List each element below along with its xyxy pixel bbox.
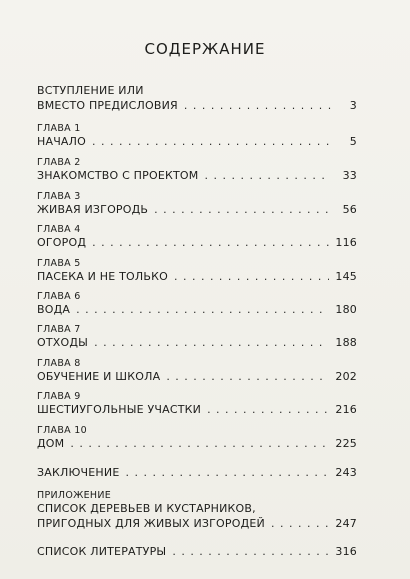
- dot-leader: [271, 516, 329, 532]
- entry-title: СПИСОК ЛИТЕРАТУРЫ: [37, 545, 167, 558]
- toc-entry: [37, 224, 357, 251]
- dot-leader: [166, 369, 329, 385]
- dot-leader: [172, 544, 329, 560]
- toc-entry: [37, 465, 357, 481]
- entry-title: ПРИГОДНЫХ ДЛЯ ЖИВЫХ ИЗГОРОДЕЙ: [37, 517, 265, 530]
- toc-entry: [37, 83, 357, 114]
- page-title: СОДЕРЖАНИЕ: [144, 40, 266, 58]
- chapter-label: ГЛАВА 10: [37, 425, 87, 436]
- toc-entry: [37, 425, 357, 452]
- dot-leader: [207, 402, 329, 418]
- page-number: 225: [335, 437, 357, 450]
- entry-title: ЗАКЛЮЧЕНИЕ: [37, 466, 120, 479]
- dot-leader: [204, 168, 331, 184]
- toc-entry: [37, 191, 357, 218]
- toc-entry: [37, 324, 357, 351]
- toc-entry: [37, 391, 357, 418]
- page-number: 3: [349, 99, 357, 112]
- page-number: 243: [335, 466, 357, 479]
- entry-line: [37, 544, 357, 560]
- dot-leader: [125, 465, 329, 481]
- dot-leader: [92, 134, 331, 150]
- entry-title: ДОМ: [37, 437, 65, 450]
- entry-title-line: СПИСОК ДЕРЕВЬЕВ И КУСТАРНИКОВ,: [37, 502, 256, 515]
- chapter-label: ГЛАВА 2: [37, 157, 81, 168]
- entry-title: ПАСЕКА И НЕ ТОЛЬКО: [37, 270, 168, 283]
- entry-title: ОГОРОД: [37, 236, 87, 249]
- dot-leader: [184, 98, 331, 114]
- chapter-label: ГЛАВА 8: [37, 358, 81, 369]
- chapter-label: ГЛАВА 3: [37, 191, 81, 202]
- entry-line: [37, 269, 357, 285]
- entry-line: [37, 98, 357, 114]
- entry-line: [37, 516, 357, 532]
- chapter-label: ГЛАВА 4: [37, 224, 81, 235]
- page-number: 316: [335, 545, 357, 558]
- entry-title: ЗНАКОМСТВО С ПРОЕКТОМ: [37, 169, 199, 182]
- entry-title: ОТХОДЫ: [37, 336, 89, 349]
- entry-line: [37, 436, 357, 452]
- entry-line: [37, 302, 357, 318]
- toc-entry: [37, 291, 357, 318]
- chapter-label: ГЛАВА 6: [37, 291, 81, 302]
- page-number: 188: [335, 336, 357, 349]
- dot-leader: [92, 235, 329, 251]
- entry-title: НАЧАЛО: [37, 135, 86, 148]
- toc-entry: [37, 157, 357, 184]
- table-of-contents: [37, 77, 357, 560]
- toc-entry: [37, 544, 357, 560]
- entry-line: [37, 369, 357, 385]
- dot-leader: [70, 436, 329, 452]
- page-number: 56: [342, 203, 357, 216]
- dot-leader: [94, 335, 329, 351]
- entry-title: ОБУЧЕНИЕ И ШКОЛА: [37, 370, 161, 383]
- entry-line: [37, 335, 357, 351]
- page-number: 216: [335, 403, 357, 416]
- chapter-label: ГЛАВА 5: [37, 258, 81, 269]
- dot-leader: [174, 269, 329, 285]
- page-number: 116: [335, 236, 357, 249]
- page-number: 247: [335, 517, 357, 530]
- page-number: 33: [342, 169, 357, 182]
- entry-line: [37, 465, 357, 481]
- toc-entry: [37, 358, 357, 385]
- toc-entry: [37, 258, 357, 285]
- page-number: 180: [335, 303, 357, 316]
- chapter-label: ПРИЛОЖЕНИЕ: [37, 490, 112, 501]
- entry-title: ВМЕСТО ПРЕДИСЛОВИЯ: [37, 99, 178, 112]
- entry-title: ЖИВАЯ ИЗГОРОДЬ: [37, 203, 149, 216]
- chapter-label: ГЛАВА 1: [37, 123, 81, 134]
- page-number: 145: [335, 270, 357, 283]
- entry-line: [37, 202, 357, 218]
- entry-title: ВОДА: [37, 303, 71, 316]
- chapter-label: ГЛАВА 9: [37, 391, 81, 402]
- toc-entry: [37, 123, 357, 150]
- toc-entry: [37, 490, 357, 532]
- entry-line: [37, 168, 357, 184]
- entry-line: [37, 235, 357, 251]
- dot-leader: [154, 202, 331, 218]
- page-number: 202: [335, 370, 357, 383]
- entry-line: [37, 402, 357, 418]
- entry-title-line: ВСТУПЛЕНИЕ ИЛИ: [37, 84, 144, 97]
- entry-line: [37, 134, 357, 150]
- dot-leader: [76, 302, 329, 318]
- chapter-label: ГЛАВА 7: [37, 324, 81, 335]
- page-number: 5: [349, 135, 357, 148]
- entry-title: ШЕСТИУГОЛЬНЫЕ УЧАСТКИ: [37, 403, 202, 416]
